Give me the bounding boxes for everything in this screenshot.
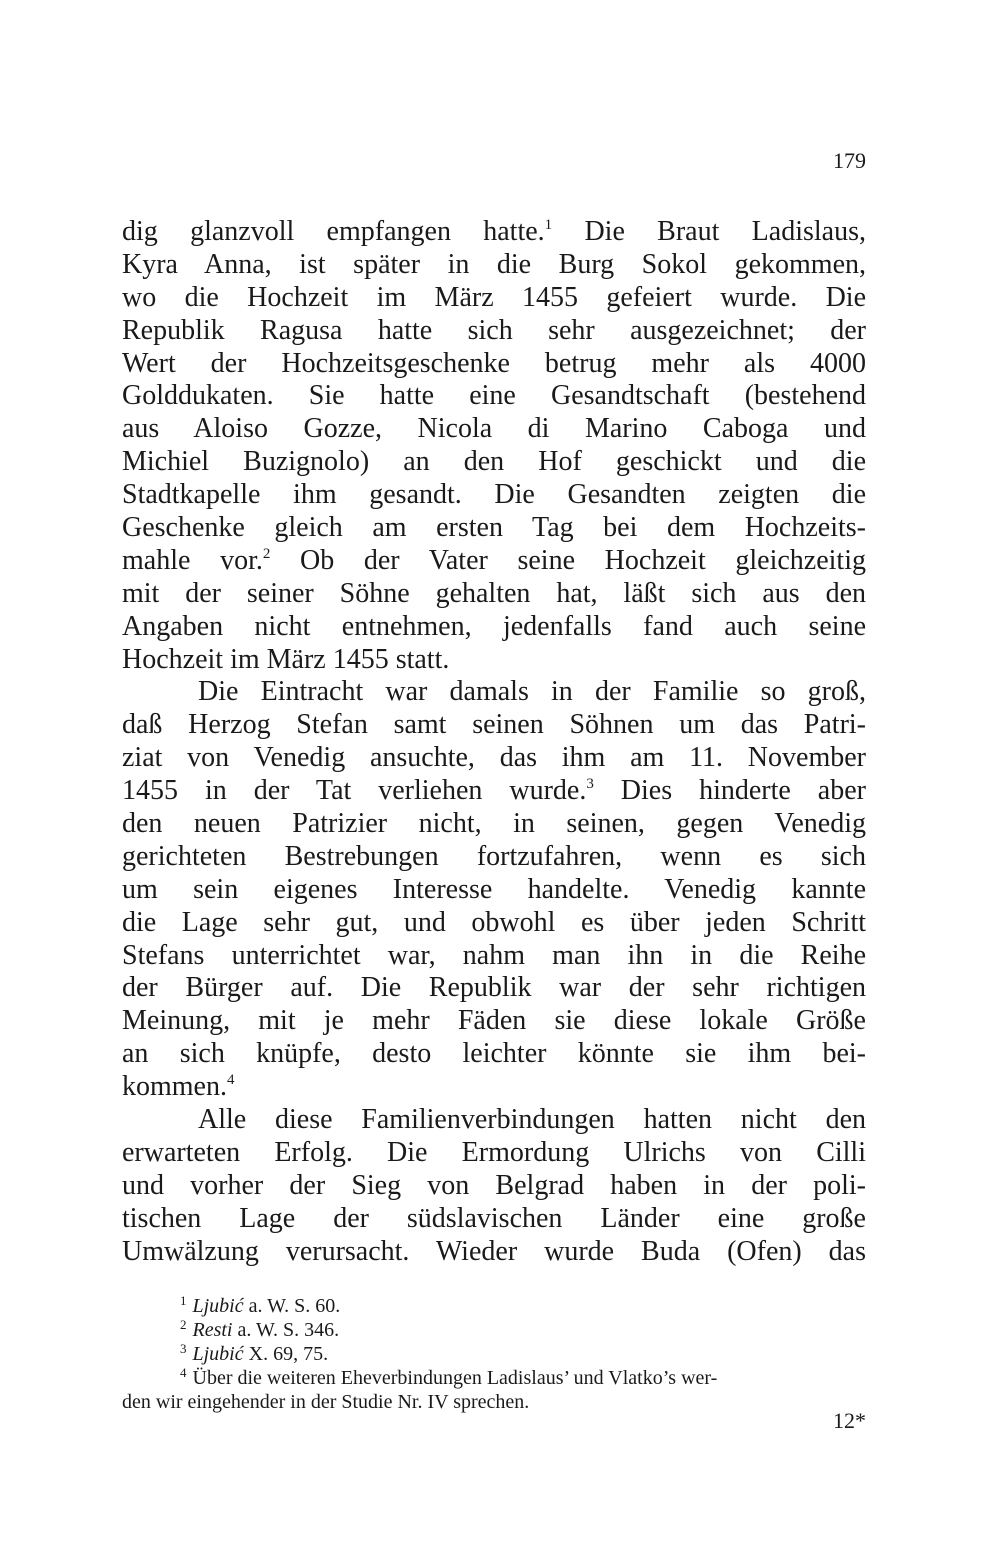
text-line: Meinung, mit je mehr Fäden sie diese lokale Größe [122,1005,866,1037]
text-line: ziat von Venedig ansuchte, das ihm am 11. November [122,742,866,774]
footnote-ref: 3 [586,776,594,793]
text-line: und vorher der Sieg von Belgrad haben in der poli- [122,1169,866,1201]
text-line: Angaben nicht entnehmen, jedenfalls fand auch seine [122,610,866,642]
footnotes [122,1294,866,1414]
text-line: mahle vor.$^2$ Ob der Vater seine Hochzeit gleichzeitig [122,544,866,576]
text-line: erwarteten Erfolg. Die Ermordung Ulrichs von Cilli [122,1136,866,1168]
text-line: gerichteten Bestrebungen fortzufahren, wenn es sich [122,840,866,872]
footnote-number: 1 [180,1293,187,1308]
text-line: den neuen Patrizier nicht, in seinen, gegen Venedig [122,808,866,840]
text-line: kommen.$^4$ [122,1071,235,1103]
text-line: tischen Lage der südslavischen Länder eine große [122,1202,866,1234]
footnote: $^3$ Ljubić X. 69, 75. [180,1341,329,1365]
text-line: Wert der Hochzeitsgeschenke betrug mehr als 4000 [122,347,866,379]
text-line: wo die Hochzeit im März 1455 gefeiert wurde. Die [122,281,866,313]
signature-mark: 12* [833,1408,866,1433]
text-line: mit der seiner Söhne gehalten hat, läßt sich aus den [122,577,866,609]
text-line: Stadtkapelle ihm gesandt. Die Gesandten zeigten die [122,479,866,511]
footnote-ref: 2 [262,545,271,562]
footnote-number: 3 [180,1341,187,1356]
footnote: $^2$ Resti a. W. S. 346. [180,1317,340,1341]
text-line: 1455 in der Tat verliehen wurde.$^3$ Dies hinderte aber [122,775,866,807]
footnote-number: 4 [180,1365,187,1380]
text-line: die Lage sehr gut, und obwohl es über jeden Schritt [122,906,866,938]
text-line: Die Eintracht war damals in der Familie so groß, [198,676,866,708]
body-text [122,216,866,1269]
text-line: Republik Ragusa hatte sich sehr ausgezeichnet; der [122,314,866,346]
text-line: Umwälzung verursacht. Wieder wurde Buda (Ofen) das [122,1235,866,1267]
text-line: Geschenke gleich am ersten Tag bei dem Hochzeits- [122,512,866,544]
footnote-ref: 1 [544,217,553,233]
footnote: $^1$ Ljubić a. W. S. 60. [180,1293,341,1317]
text-line: an sich knüpfe, desto leichter könnte sie ihm bei- [122,1038,866,1070]
text-line: Golddukaten. Sie hatte eine Gesandtschaft (bestehend [122,380,866,412]
footnote-continuation: den wir eingehender in der Studie Nr. IV sprechen. [122,1391,530,1413]
text-line: Hochzeit im März 1455 statt. [122,643,450,675]
text-line: dig glanzvoll empfangen hatte.$^1$ Die Braut Ladislaus, [122,216,866,247]
text-line: der Bürger auf. Die Republik war der sehr richtigen [122,972,866,1004]
text-line: daß Herzog Stefan samt seinen Söhnen um das Patri- [122,709,866,741]
text-line: Kyra Anna, ist später in die Burg Sokol gekommen, [122,248,866,280]
footnote-ref: 4 [227,1072,235,1089]
page-number: 179 [833,148,866,173]
text-line: aus Aloiso Gozze, Nicola di Marino Caboga und [122,413,866,445]
text-line: um sein eigenes Interesse handelte. Venedig kannte [122,873,866,905]
text-line: Alle diese Familienverbindungen hatten nicht den [198,1104,866,1136]
footnote: $^4$ Über die weiteren Eheverbindungen Ladislaus’ und Vlatko’s wer- [180,1365,718,1389]
text-line: Stefans unterrichtet war, nahm man ihn in die Reihe [122,939,866,971]
footnote-number: 2 [180,1317,187,1332]
text-line: Michiel Buzignolo) an den Hof geschickt und die [122,446,866,478]
